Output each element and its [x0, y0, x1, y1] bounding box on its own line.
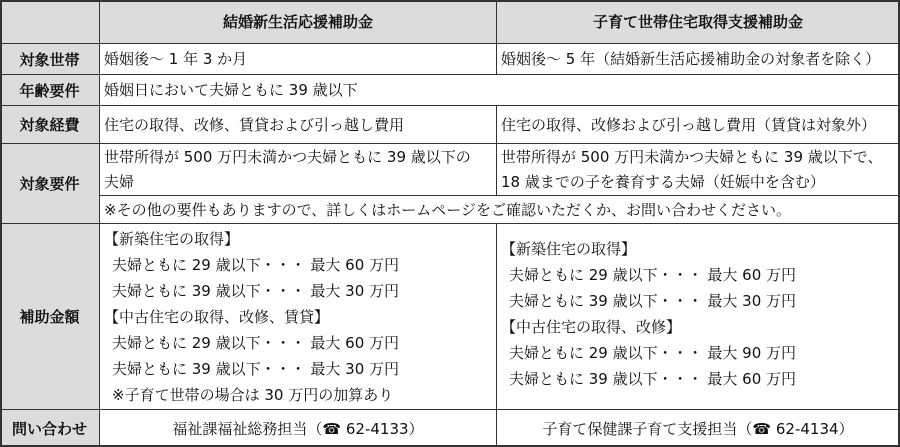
amount-col1 [100, 224, 497, 410]
amount-col1-line: 夫婦ともに 39 歳以下・・・ 最大 30 万円 [112, 282, 400, 300]
requirements-col2 [497, 144, 900, 196]
requirements-col2-line2: 18 歳までの子を養育する夫婦（妊娠中を含む） [501, 173, 825, 191]
expenses-col2: 住宅の取得、改修および引っ越し費用（賃貸は対象外） [497, 106, 900, 144]
header-childrearing-subsidy: 子育て世帯住宅取得支援補助金 [497, 0, 900, 44]
requirements-note: ※その他の要件もありますので、詳しくはホームページをご確認いただくか、お問い合わせください。 [100, 196, 900, 224]
row-label-requirements: 対象要件 [0, 144, 100, 224]
row-label-target-household: 対象世帯 [0, 44, 100, 75]
amount-col1-line: 夫婦ともに 29 歳以下・・・ 最大 60 万円 [112, 256, 400, 274]
row-label-contact: 問い合わせ [0, 410, 100, 447]
row-label-amount: 補助金額 [0, 224, 100, 410]
amount-col2-line: 夫婦ともに 39 歳以下・・・ 最大 30 万円 [509, 292, 797, 310]
contact-col2: 子育て保健課子育て支援担当（☎ 62-4134） [497, 410, 900, 447]
amount-col2-line: 夫婦ともに 29 歳以下・・・ 最大 60 万円 [509, 266, 797, 284]
amount-col2-heading-used: 【中古住宅の取得、改修】 [501, 318, 682, 336]
header-marriage-subsidy: 結婚新生活応援補助金 [100, 0, 497, 44]
amount-col2-line: 夫婦ともに 29 歳以下・・・ 最大 90 万円 [509, 344, 797, 362]
requirements-col1-line2: 夫婦 [104, 173, 135, 191]
amount-col1-line: 夫婦ともに 39 歳以下・・・ 最大 30 万円 [112, 360, 400, 378]
row-label-expenses: 対象経費 [0, 106, 100, 144]
requirements-col1 [100, 144, 497, 196]
row-label-age: 年齢要件 [0, 75, 100, 106]
requirements-col1-line1: 世帯所得が 500 万円未満かつ夫婦ともに 39 歳以下の [104, 148, 471, 166]
amount-col1-note: ※子育て世帯の場合は 30 万円の加算あり [112, 386, 394, 404]
contact-col1: 福祉課福祉総務担当（☎ 62-4133） [100, 410, 497, 447]
amount-col1-heading-new: 【新築住宅の取得】 [104, 230, 240, 248]
header-corner [0, 0, 100, 44]
amount-col2-line: 夫婦ともに 39 歳以下・・・ 最大 60 万円 [509, 370, 797, 388]
amount-col1-line: 夫婦ともに 29 歳以下・・・ 最大 60 万円 [112, 334, 400, 352]
age-value: 婚姻日において夫婦ともに 39 歳以下 [100, 75, 900, 106]
amount-col2-heading-new: 【新築住宅の取得】 [501, 240, 637, 258]
amount-col1-heading-used: 【中古住宅の取得、改修、賃貸】 [104, 308, 330, 326]
amount-col2 [497, 224, 900, 410]
expenses-col1: 住宅の取得、改修、賃貸および引っ越し費用 [100, 106, 497, 144]
target-household-col1: 婚姻後～ 1 年 3 か月 [100, 44, 497, 75]
requirements-col2-line1: 世帯所得が 500 万円未満かつ夫婦ともに 39 歳以下で、 [501, 148, 883, 166]
target-household-col2: 婚姻後～ 5 年（結婚新生活応援補助金の対象者を除く） [497, 44, 900, 75]
